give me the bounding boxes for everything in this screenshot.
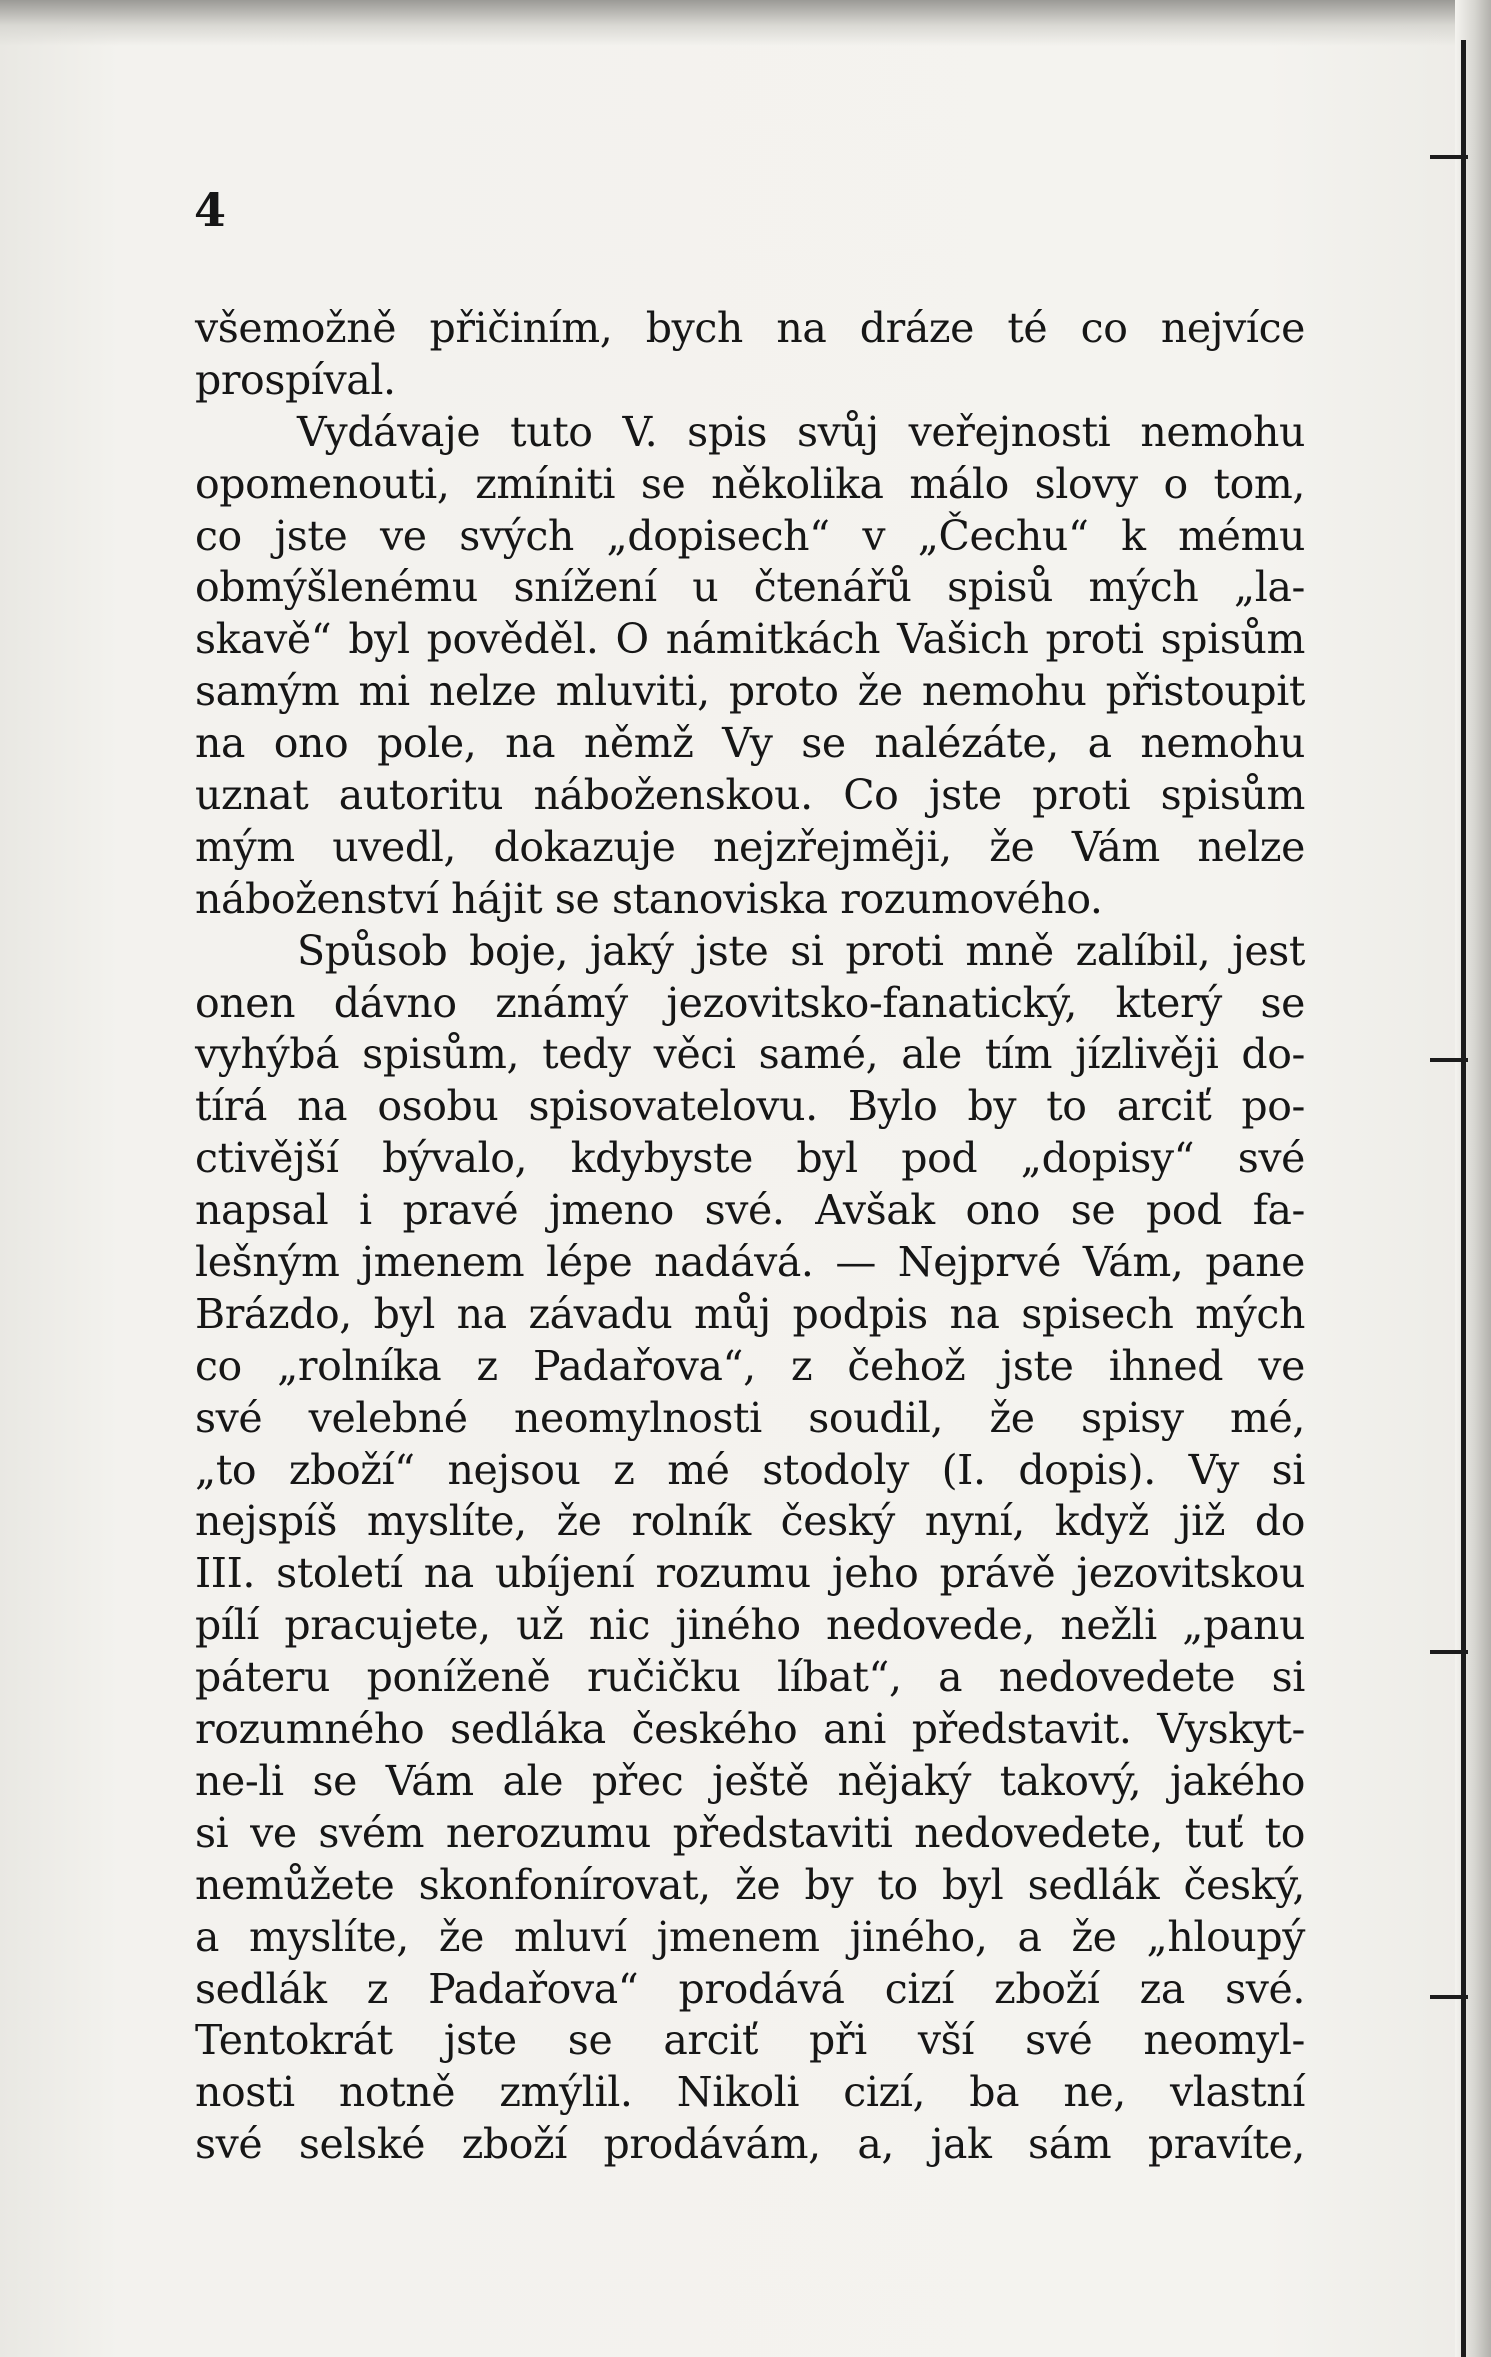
spine-mark	[1430, 155, 1468, 159]
text-line: pílí pracujete, už nic jiného nedovede, nežli „panu	[195, 1601, 1305, 1650]
text-line: Brázdo, byl na závadu můj podpis na spisech mých	[195, 1289, 1305, 1338]
text-line: své selské zboží prodávám, a, jak sám pravíte,	[195, 2120, 1305, 2169]
text-line: rozumného sedláka českého ani představit. Vyskyt-	[195, 1705, 1305, 1754]
spine-edge-line	[1461, 40, 1466, 2357]
text-line: sedlák z Padařova“ prodává cizí zboží za své.	[195, 1964, 1305, 2013]
spine-mark	[1430, 1650, 1468, 1654]
text-line: tírá na osobu spisovatelovu. Bylo by to arciť po-	[195, 1082, 1305, 1131]
text-line: co „rolníka z Padařova“, z čehož jste ihned ve	[195, 1341, 1305, 1390]
text-line: mým uvedl, dokazuje nejzřejměji, že Vám nelze	[195, 822, 1305, 871]
text-line: uznat autoritu náboženskou. Co jste proti spisům	[195, 771, 1305, 820]
text-line: nejspíš myslíte, že rolník český nyní, když již do	[195, 1497, 1305, 1546]
page-top-shadow	[0, 0, 1491, 46]
spine-mark	[1430, 1995, 1468, 1999]
text-line: opomenouti, zmíniti se několika málo slovy o tom,	[195, 459, 1305, 508]
text-line: Vydávaje tuto V. spis svůj veřejnosti nemohu	[297, 407, 1305, 456]
text-line: onen dávno známý jezovitsko-fanatický, který se	[195, 978, 1305, 1027]
text-line: Tentokrát jste se arciť při vší své neomyl-	[195, 2016, 1305, 2065]
text-line: nosti notně zmýlil. Nikoli cizí, ba ne, vlastní	[195, 2068, 1305, 2117]
text-line: obmýšlenému snížení u čtenářů spisů mých „la-	[195, 563, 1305, 612]
text-line: lešným jmenem lépe nadává. — Nejprvé Vám, pane	[195, 1238, 1305, 1287]
text-line: napsal i pravé jmeno své. Avšak ono se pod fa-	[195, 1186, 1305, 1235]
text-line: samým mi nelze mluviti, proto že nemohu přistoupit	[195, 667, 1305, 716]
text-line: „to zboží“ nejsou z mé stodoly (I. dopis). Vy si	[195, 1445, 1305, 1494]
text-line: páteru poníženě ručičku líbat“, a nedovedete si	[195, 1653, 1305, 1702]
text-line: na ono pole, na němž Vy se nalézáte, a nemohu	[195, 719, 1305, 768]
text-line: všemožně přičiním, bych na dráze té co nejvíce	[195, 304, 1305, 352]
text-line: Spůsob boje, jaký jste si proti mně zalíbil, jest	[297, 926, 1305, 975]
spine-mark	[1430, 1058, 1468, 1062]
body-text	[195, 303, 1305, 2171]
text-line: náboženství hájit se stanoviska rozumového.	[195, 874, 1103, 923]
text-line: ne-li se Vám ale přec ještě nějaký takový, jakého	[195, 1756, 1305, 1805]
text-line: skavě“ byl pověděl. O námitkách Vašich proti spisům	[195, 615, 1305, 664]
text-line: prospíval.	[195, 355, 396, 404]
text-line: vyhýbá spisům, tedy věci samé, ale tím jízlivěji do-	[195, 1030, 1305, 1079]
text-line: si ve svém nerozumu představiti nedovedete, tuť to	[195, 1808, 1305, 1857]
page-number: 4	[194, 183, 227, 237]
text-line: nemůžete skonfonírovat, že by to byl sedlák český,	[195, 1860, 1305, 1909]
text-line: a myslíte, že mluví jmenem jiného, a že „hloupý	[195, 1912, 1305, 1961]
text-line: III. století na ubíjení rozumu jeho právě jezovitskou	[195, 1549, 1305, 1598]
text-line: své velebné neomylnosti soudil, že spisy mé,	[195, 1393, 1305, 1442]
text-line: ctivější bývalo, kdybyste byl pod „dopisy“ své	[195, 1134, 1305, 1183]
text-line: co jste ve svých „dopisech“ v „Čechu“ k mému	[195, 511, 1305, 560]
